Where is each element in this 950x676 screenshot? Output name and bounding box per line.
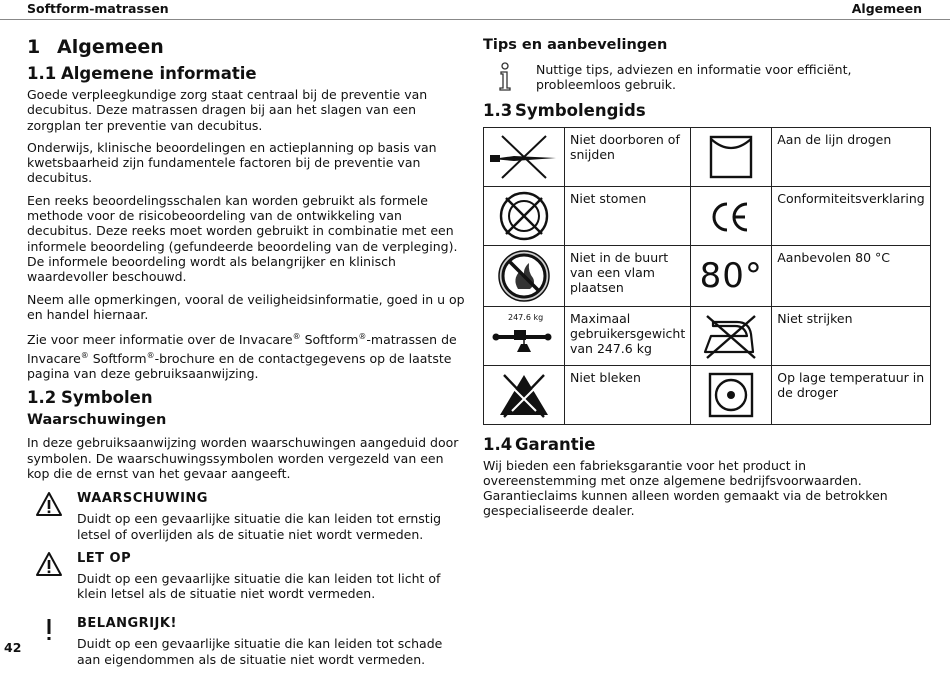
tumble-dry-low-icon xyxy=(691,367,771,423)
no-bleach-icon xyxy=(484,367,564,423)
section-title-text: Symbolen xyxy=(61,388,153,408)
chapter-number: 1 xyxy=(27,36,41,58)
symbol-label: Op lage temperatuur in de droger xyxy=(772,365,930,424)
symbol-cell xyxy=(691,127,772,186)
caution-title: LET OP xyxy=(77,550,132,566)
symbol-cell xyxy=(484,127,565,186)
registered-mark: ® xyxy=(80,350,89,360)
symbol-label: Maximaal gebruikersgewicht van 247.6 kg xyxy=(565,306,691,365)
important-title: BELANGRIJK! xyxy=(77,616,177,632)
paragraph-invacare xyxy=(27,329,467,381)
registered-mark: ® xyxy=(292,332,301,342)
no-iron-icon xyxy=(691,308,771,364)
table-row xyxy=(484,306,931,365)
subsection-title: Waarschuwingen xyxy=(27,412,167,429)
wash-80-icon: 80° xyxy=(699,255,763,296)
running-header-left: Softform-matrassen xyxy=(27,1,169,16)
text-run: -brochure en de contactgegevens op de laatste pagina van deze gebruiksaanwijzing. xyxy=(27,350,452,382)
no-fire-icon xyxy=(484,246,564,306)
symbol-cell xyxy=(691,245,772,306)
symbol-label: Niet in de buurt van een vlam plaatsen xyxy=(565,245,691,306)
table-row xyxy=(484,365,931,424)
symbol-cell xyxy=(484,306,565,365)
section-1-2-title xyxy=(27,388,467,408)
text-run: -matrassen de Invacare xyxy=(27,332,457,366)
caution-triangle-icon xyxy=(35,551,63,577)
warning-text: Duidt op een gevaarlijke situatie die kan leiden tot ernstig letsel of overlijden als de situatie niet wordt vermeden. xyxy=(77,511,442,542)
warning-title: WAARSCHUWING xyxy=(77,491,208,507)
paragraph: In deze gebruiksaanwijzing worden waarschuwingen aangeduid door symbolen. De waarschuwingssymbolen worden vergezeld van een kop die de ernst van het gevaar aangeeft. xyxy=(27,435,459,481)
symbol-label: Conformiteitsverklaring xyxy=(772,186,930,245)
page-number: 42 xyxy=(4,640,22,655)
section-number: 1.1 xyxy=(27,64,57,83)
important-text: Duidt op een gevaarlijke situatie die kan leiden tot schade aan eigendommen als de situatie niet wordt vermeden. xyxy=(77,636,443,667)
important-block xyxy=(27,616,467,667)
text-run: Zie voor meer informatie over de Invacare xyxy=(27,332,293,348)
info-i-icon xyxy=(495,62,515,92)
section-1-3-title xyxy=(483,101,923,121)
paragraph: Onderwijs, klinische beoordelingen en actieplanning op basis van kwetsbaarheid zijn fundamentele factoren bij de preventie van decubitus. xyxy=(27,139,437,186)
warning-block xyxy=(27,491,467,542)
symbol-cell xyxy=(484,365,565,424)
right-column xyxy=(483,36,923,526)
text-run: Softform xyxy=(300,332,359,348)
symbol-label: Niet bleken xyxy=(565,365,691,424)
section-number: 1.3 xyxy=(483,100,513,120)
section-1-4-title xyxy=(483,435,923,455)
symbol-cell xyxy=(691,306,772,365)
line-dry-icon xyxy=(691,131,771,183)
section-title-text: Algemene informatie xyxy=(61,64,257,83)
left-column xyxy=(27,36,467,676)
section-1-1-title xyxy=(27,64,467,84)
registered-mark: ® xyxy=(146,350,155,360)
paragraph: Goede verpleegkundige zorg staat centraal bij de preventie van decubitus. Deze matrassen dragen bij aan het slagen van een zorgplan ter preventie van decubitus. xyxy=(27,87,428,133)
table-row xyxy=(484,245,931,306)
tips-title: Tips en aanbevelingen xyxy=(483,37,668,53)
symbol-label: Aan de lijn drogen xyxy=(772,127,930,186)
no-pierce-icon xyxy=(484,131,564,183)
tips-block xyxy=(483,62,923,93)
section-title-text: Symbolengids xyxy=(515,100,646,120)
paragraph: Een reeks beoordelingsschalen kan worden gebruikt als formele methode voor de risicobeoordeling van de ontwikkeling van decubitus. Deze reeks moet worden gebruikt in combinatie met een informele beoordeling (gefundeerde beoordeling van de verpleging). De informele beoordeling wordt als belangrijker en klinisch waardevoller beschouwd. xyxy=(27,192,458,285)
paragraph-garantie: Wij bieden een fabrieksgarantie voor het product in overeenstemming met onze algemene bedrijfsvoorwaarden. Garantieclaims kunnen alleen worden gemaakt via de betrokken gespecialiseerde dealer. xyxy=(483,457,888,519)
symbol-cell xyxy=(691,365,772,424)
symbol-cell xyxy=(691,186,772,245)
section-title-text: Garantie xyxy=(515,434,596,454)
warning-triangle-icon xyxy=(35,491,63,517)
table-row xyxy=(484,127,931,186)
section-number: 1.2 xyxy=(27,388,57,408)
exclamation-icon xyxy=(35,618,63,644)
table-row xyxy=(484,186,931,245)
caution-block xyxy=(27,551,467,602)
tips-text: Nuttige tips, adviezen en informatie voor efficiënt, probleemloos gebruik. xyxy=(536,62,852,93)
registered-mark: ® xyxy=(358,332,367,342)
no-steam-icon xyxy=(484,188,564,244)
chapter-title-text: Algemeen xyxy=(57,36,164,58)
paragraph: Neem alle opmerkingen, vooral de veiligheidsinformatie, goed in u op en handel hiernaar. xyxy=(27,291,465,322)
symbol-label: Aanbevolen 80 °C xyxy=(772,245,930,306)
symbol-label: Niet doorboren of snijden xyxy=(565,127,691,186)
running-header-right: Algemeen xyxy=(851,1,922,16)
max-weight-label: 247.6 kg xyxy=(508,312,544,322)
symbol-cell xyxy=(484,245,565,306)
section-number: 1.4 xyxy=(483,434,513,454)
symbol-table xyxy=(483,127,931,425)
ce-mark-icon xyxy=(691,188,771,244)
symbol-cell xyxy=(484,186,565,245)
chapter-title xyxy=(27,36,467,58)
symbol-label: Niet strijken xyxy=(772,306,930,365)
caution-text: Duidt op een gevaarlijke situatie die kan leiden tot licht of klein letsel als de situatie niet wordt vermeden. xyxy=(77,570,441,602)
header-divider xyxy=(0,19,950,20)
symbol-label: Niet stomen xyxy=(565,186,691,245)
text-run: Softform xyxy=(88,350,147,366)
